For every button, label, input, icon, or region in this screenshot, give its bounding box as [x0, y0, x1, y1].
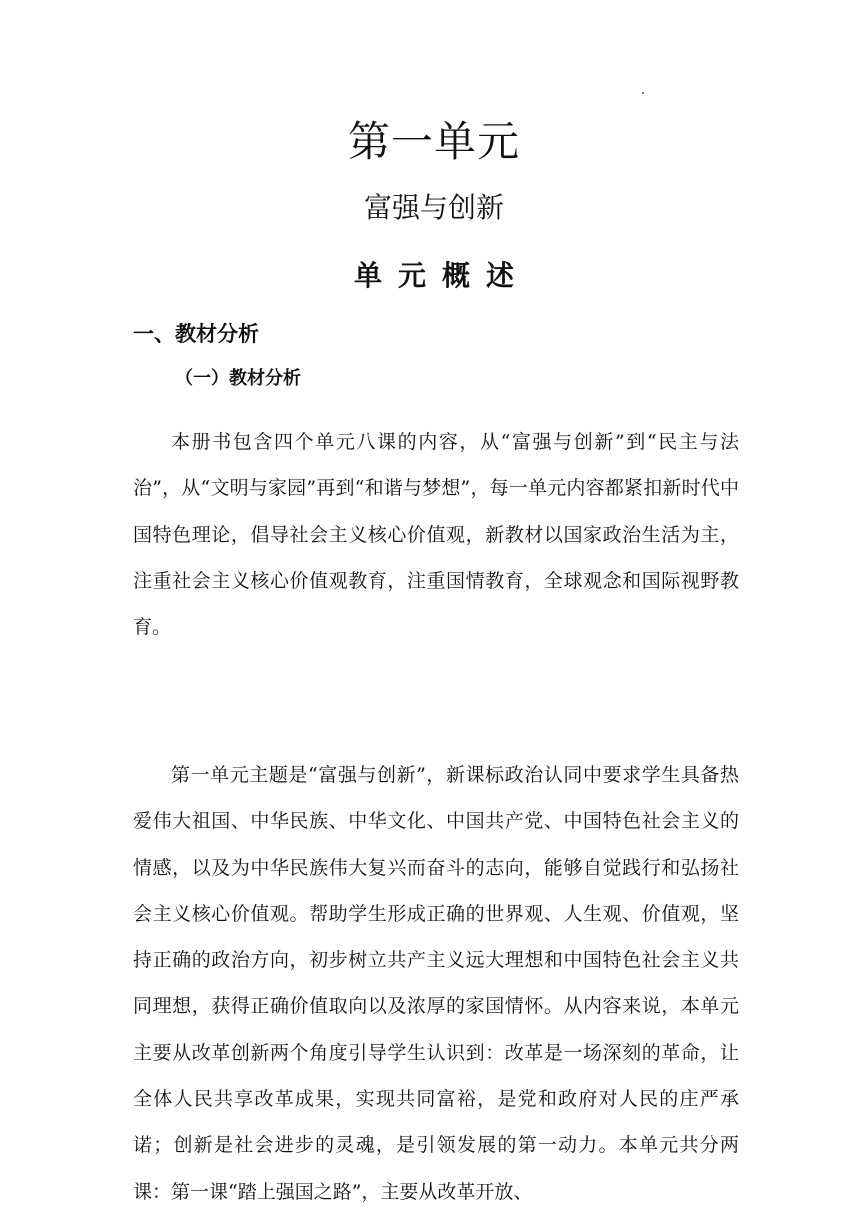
stray-dot-mark [642, 92, 644, 94]
subsection-heading: （一）教材分析 [175, 368, 301, 389]
section-heading: 一、教材分析 [133, 322, 259, 346]
unit-title: 第一单元 [347, 117, 520, 166]
overview-title: 单元概述 [353, 259, 530, 292]
body-paragraph-2: 第一单元主题是“富强与创新”，新课标政治认同中要求学生具备热爱伟大祖国、中华民族、中华文化、中国共产党、中国特色社会主义的情感，以及为中华民族伟大复兴而奋斗的志向，能够自觉践行和弘扬社会主义核心价值观。帮助学生形成正确的世界观、人生观、价值观，坚持正确的政治方向，初步树立共产主义远大理想和中国特色社会主义共同理想，获得正确价值取向以及浓厚的家国情怀。从内容来说，本单元主要从改革创新两个角度引导学生认识到：改革是一场深刻的革命，让全体人民共享改革成果，实现共同富裕，是党和政府对人民的庄严承诺；创新是社会进步的灵魂，是引领发展的第一动力。本单元共分两课：第一课“踏上强国之路”，主要从改革开放、 [133, 764, 739, 1203]
body-paragraph-1: 本册书包含四个单元八课的内容，从“富强与创新”到“民主与法治”，从“文明与家园”再到“和谐与梦想”，每一单元内容都紧扣新时代中国特色理论，倡导社会主义核心价值观，新教材以国家政治生活为主，注重社会主义核心价值观教育，注重国情教育，全球观念和国际视野教育。 [133, 431, 739, 639]
unit-subtitle: 富强与创新 [363, 191, 504, 224]
